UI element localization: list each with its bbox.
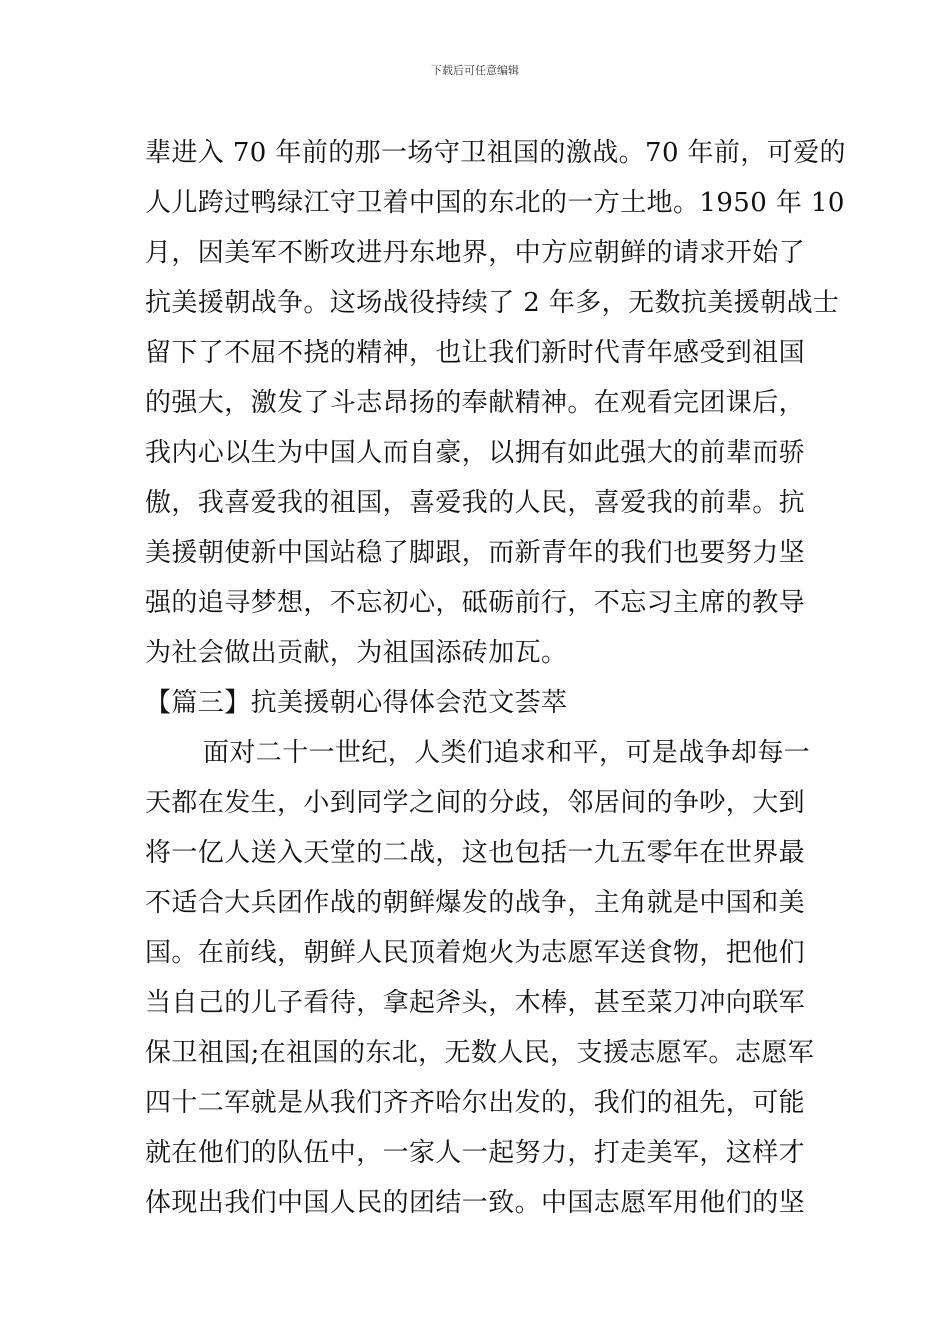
text-line: 保卫祖国;在祖国的东北，无数人民，支援志愿军。志愿军 — [145, 1038, 815, 1068]
text-line: 体现出我们中国人民的团结一致。中国志愿军用他们的坚 — [145, 1188, 806, 1218]
section-heading: 【篇三】抗美援朝心得体会范文荟萃 — [145, 688, 568, 718]
text-line: 傲，我喜爱我的祖国，喜爱我的人民，喜爱我的前辈。抗 — [145, 488, 806, 518]
text-line: 的强大，激发了斗志昂扬的奉献精神。在观看完团课后， — [145, 388, 806, 418]
text-line: 将一亿人送入天堂的二战，这也包括一九五零年在世界最 — [145, 838, 806, 868]
text-line: 当自己的儿子看待，拿起斧头，木棒，甚至菜刀冲向联军 — [145, 988, 806, 1018]
text-line: 人儿跨过鸭绿江守卫着中国的东北的一方土地。1950 年 10 — [145, 188, 845, 218]
text-line: 就在他们的队伍中，一家人一起努力，打走美军，这样才 — [145, 1138, 806, 1168]
text-line: 月，因美军不断攻进丹东地界，中方应朝鲜的请求开始了 — [145, 238, 806, 268]
text-line: 不适合大兵团作战的朝鲜爆发的战争，主角就是中国和美 — [145, 888, 806, 918]
text-line: 辈进入 70 年前的那一场守卫祖国的激战。70 年前，可爱的 — [145, 138, 846, 168]
text-line: 我内心以生为中国人而自豪，以拥有如此强大的前辈而骄 — [145, 438, 806, 468]
page-header: 下载后可任意编辑 — [431, 64, 519, 77]
text-line: 天都在发生，小到同学之间的分歧，邻居间的争吵，大到 — [145, 788, 806, 818]
text-line: 美援朝使新中国站稳了脚跟，而新青年的我们也要努力坚 — [145, 538, 806, 568]
text-line: 国。在前线，朝鲜人民顶着炮火为志愿军送食物，把他们 — [145, 938, 806, 968]
paragraph-first-line: 面对二十一世纪，人类们追求和平，可是战争却每一 — [203, 738, 811, 768]
text-line: 四十二军就是从我们齐齐哈尔出发的，我们的祖先，可能 — [145, 1088, 806, 1118]
text-line: 强的追寻梦想，不忘初心，砥砺前行，不忘习主席的教导 — [145, 588, 806, 618]
document-body — [145, 128, 846, 1228]
text-line: 留下了不屈不挠的精神，也让我们新时代青年感受到祖国 — [145, 338, 806, 368]
text-line: 为社会做出贡献，为祖国添砖加瓦。 — [145, 638, 568, 668]
text-line: 抗美援朝战争。这场战役持续了 2 年多，无数抗美援朝战士 — [145, 288, 840, 318]
